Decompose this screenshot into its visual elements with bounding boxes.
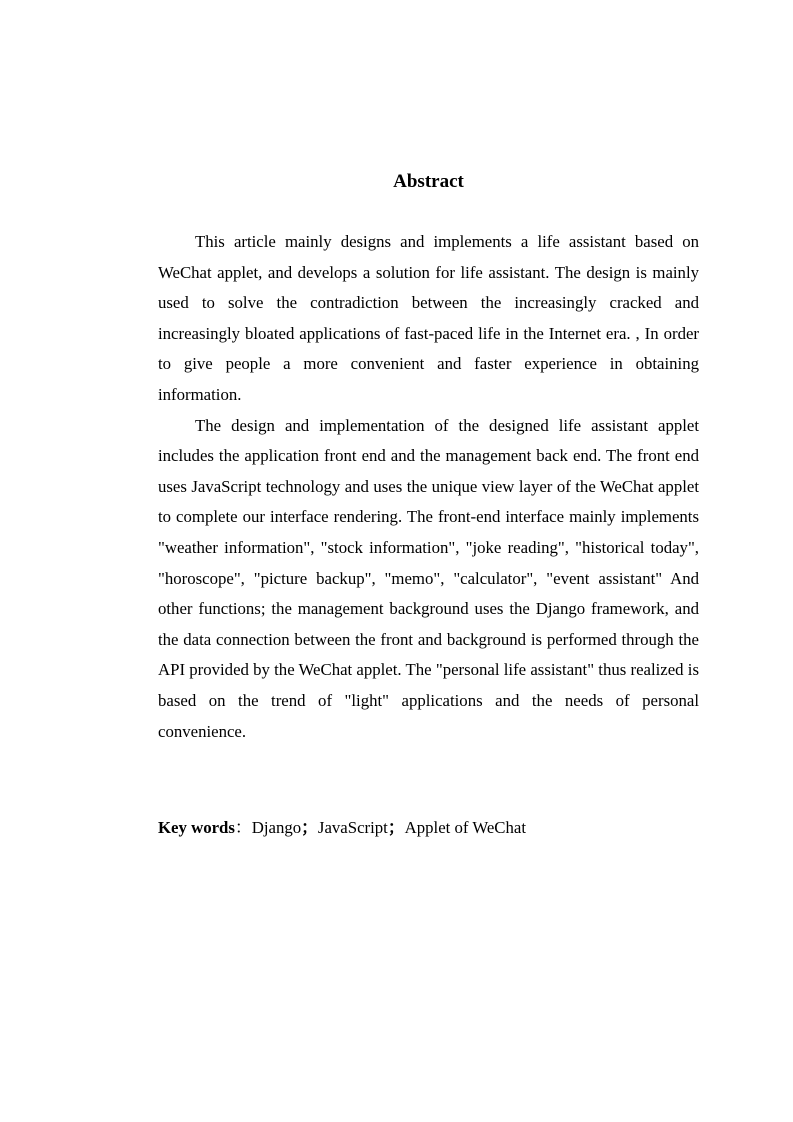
keyword-separator: ； [387, 818, 405, 837]
keywords-label: Key words [158, 818, 235, 837]
keywords-line [158, 815, 699, 841]
abstract-paragraph-2: The design and implementation of the designed life assistant applet includes the application front end and the management back end. The front end uses JavaScript technology and uses the unique view layer of the WeChat applet to complete our interface rendering. The front-end interface mainly implements "weather information", "stock information", "joke reading", "historical today", "horoscope", "picture backup", "memo", "calculator", "event assistant" And other functions; the management background uses the Django framework, and the data connection between the front and background is performed through the API provided by the WeChat applet. The "personal life assistant" thus realized is based on the trend of "light" applications and the needs of personal convenience. [158, 415, 699, 741]
keyword-item: JavaScript [317, 818, 388, 837]
abstract-body [158, 227, 699, 747]
keywords-colon: ： [234, 818, 252, 837]
keyword-separator: ； [301, 818, 318, 837]
keyword-item: Applet of WeChat [404, 818, 527, 837]
abstract-title: Abstract [393, 171, 464, 192]
abstract-paragraph-1: This article mainly designs and implements a life assistant based on WeChat applet, and develops a solution for life assistant. The design is mainly used to solve the contradiction between the increasingly cracked and increasingly bloated applications of fast-paced life in the Internet era. , In order to give people a more convenient and faster experience in obtaining information. [158, 232, 699, 404]
keyword-item: Django [251, 818, 302, 837]
